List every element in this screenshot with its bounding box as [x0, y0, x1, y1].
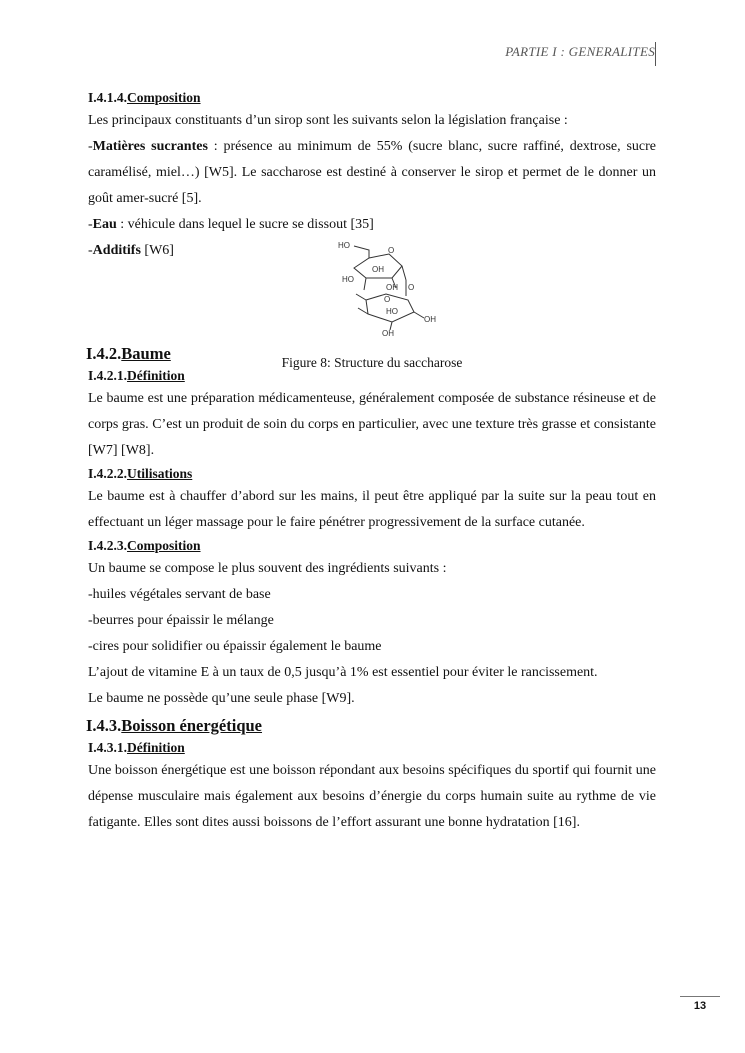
- page-number: 13: [693, 1000, 707, 1012]
- heading-I-4-2-2: [88, 464, 656, 484]
- phase-note: Le baume ne possède qu’une seule phase [W9].: [88, 691, 355, 706]
- item-additifs: [88, 238, 174, 264]
- heading-number: I.4.2.1.: [88, 368, 128, 383]
- syrup-intro: Les principaux constituants d’un sirop sont les suivants selon la législation française :: [88, 113, 568, 128]
- label-oh4: OH: [382, 329, 394, 338]
- running-header: PARTIE I : GENERALITES: [505, 44, 655, 59]
- heading-number: I.4.2.2.: [88, 466, 128, 481]
- heading-title: Définition: [127, 368, 185, 383]
- heading-number: I.4.3.1.: [88, 740, 128, 755]
- item-term: Additifs: [92, 243, 141, 258]
- heading-title: Composition: [127, 538, 201, 553]
- label-ho3: HO: [386, 307, 398, 316]
- heading-title: Utilisations: [127, 466, 193, 481]
- label-oh3: OH: [424, 315, 436, 324]
- heading-title: Baume: [121, 344, 171, 363]
- figure-area: [88, 238, 656, 338]
- list-item: -huiles végétales servant de base: [88, 587, 271, 602]
- item-text: : présence au minimum de 55% (sucre blanc, sucre raffiné, dextrose, sucre caramélisé, miel…) [W5]. Le saccharose est destiné à conserver le sirop et permet de le donner un goût amer-sucré [5].: [88, 139, 657, 206]
- baume-definition: Le baume est une préparation médicamenteuse, généralement composée de substance résineuse et de corps gras. C’est un produit de soin du corps en particulier, avec une texture très grasse et consistante [W7] [W8].: [88, 391, 656, 458]
- header-rule: [655, 42, 656, 66]
- heading-title: Boisson énergétique: [121, 716, 263, 735]
- heading-title: Composition: [127, 90, 201, 105]
- list-item: -cires pour solidifier ou épaissir également le baume: [88, 639, 382, 654]
- label-oh1: OH: [372, 265, 384, 274]
- item-text: [W6]: [140, 243, 174, 258]
- heading-I-4-3: [86, 714, 656, 738]
- page-body: [88, 88, 656, 836]
- label-ho2: HO: [342, 275, 354, 284]
- item-matieres-sucrantes: [88, 134, 656, 212]
- footer-rule: [680, 996, 720, 997]
- heading-number: I.4.3.: [86, 716, 122, 735]
- baume-utilisations: Le baume est à chauffer d’abord sur les mains, il peut être appliqué par la suite sur la peau tout en effectuant un léger massage pour le faire pénétrer progressivement de la surface cutanée.: [88, 489, 656, 530]
- boisson-definition: Une boisson énergétique est une boisson répondant aux besoins spécifiques du sportif qui fournit une dépense musculaire mais également aux besoins d’énergie du corps humain suite au rythme de vie fatigante. Elles sont dites aussi boissons de l’effort assurant une bonne hydratation [16].: [88, 763, 656, 830]
- item-text: : véhicule dans lequel le sucre se dissout [35]: [116, 217, 374, 232]
- heading-I-4-3-1: [88, 738, 656, 758]
- item-term: Eau: [92, 217, 117, 232]
- list-item: -beurres pour épaissir le mélange: [88, 613, 274, 628]
- sucrose-structure-image: [324, 238, 484, 338]
- item-term: Matières sucrantes: [92, 139, 208, 154]
- figure-caption: Figure 8: Structure du saccharose: [281, 355, 463, 370]
- heading-number: I.4.2.3.: [88, 538, 128, 553]
- label-o-link: O: [408, 283, 415, 292]
- vitamin-e-note: L’ajout de vitamine E à un taux de 0,5 jusqu’à 1% est essentiel pour éviter le rancissement.: [88, 665, 598, 680]
- baume-composition-intro: Un baume se compose le plus souvent des ingrédients suivants :: [88, 561, 447, 576]
- heading-I-4-2-3: [88, 536, 656, 556]
- item-eau: [88, 212, 656, 238]
- label-ho1: HO: [338, 241, 350, 250]
- label-o1: O: [388, 246, 395, 255]
- item-prefix: -: [88, 243, 93, 258]
- heading-title: Définition: [127, 740, 185, 755]
- heading-number: I.4.2.: [86, 344, 122, 363]
- item-prefix: -: [88, 217, 93, 232]
- heading-I-4-1-4: [88, 88, 656, 108]
- label-o2: O: [384, 295, 391, 304]
- heading-number: I.4.1.4.: [88, 90, 128, 105]
- item-prefix: -: [88, 139, 93, 154]
- label-oh2: OH: [386, 283, 398, 292]
